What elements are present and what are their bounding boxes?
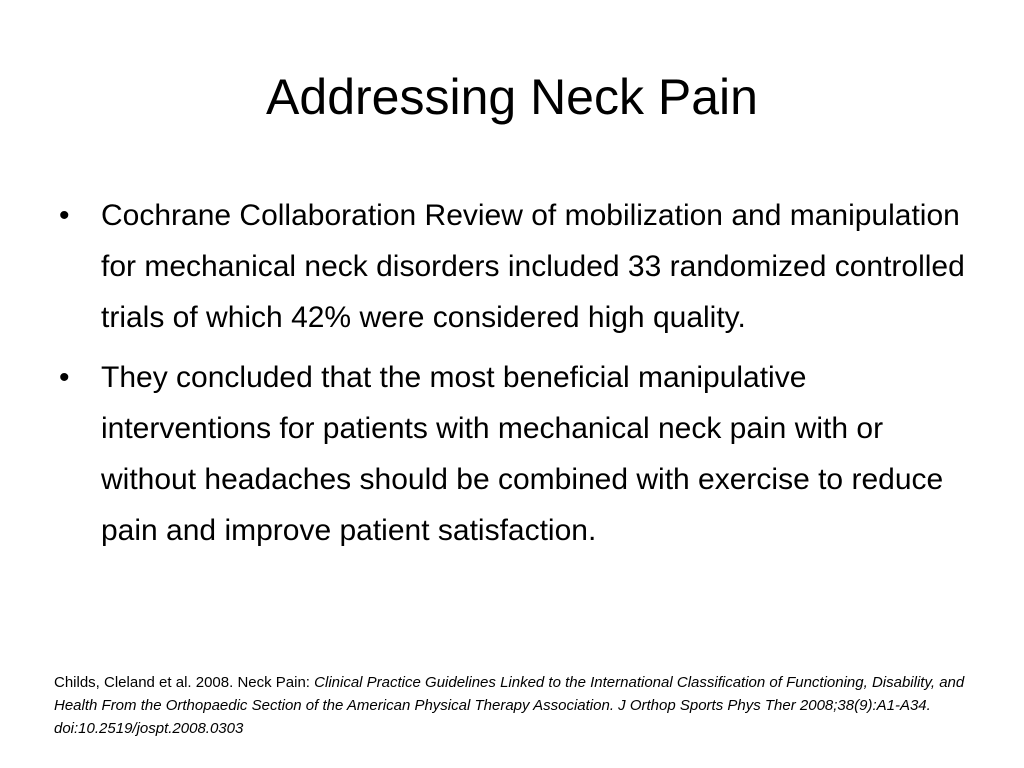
bullet-marker: •: [59, 199, 70, 232]
citation: [54, 671, 974, 740]
bullet-item: [54, 352, 974, 556]
citation-title: Clinical Practice Guidelines Linked to the International Classification of Functioning, Disability, and Health From the Orthopaedic Section of the American Physical Therapy Association. J Orthop Sports Phys Ther 2008;38(9):A1-A34. doi:10.2519/jospt.2008.0303: [54, 674, 965, 737]
bullet-item: [54, 190, 974, 343]
bullet-text: Cochrane Collaboration Review of mobilization and manipulation for mechanical neck disorders included 33 randomized controlled trials of which 42% were considered high quality.: [101, 199, 965, 334]
bullet-list: [54, 190, 974, 565]
bullet-text: They concluded that the most beneficial manipulative interventions for patients with mechanical neck pain with or without headaches should be combined with exercise to reduce pain and improve patient satisfaction.: [101, 361, 944, 547]
slide-title: Addressing Neck Pain: [266, 69, 758, 125]
bullet-marker: •: [59, 361, 70, 394]
citation-authors: Childs, Cleland et al. 2008. Neck Pain:: [54, 674, 315, 691]
